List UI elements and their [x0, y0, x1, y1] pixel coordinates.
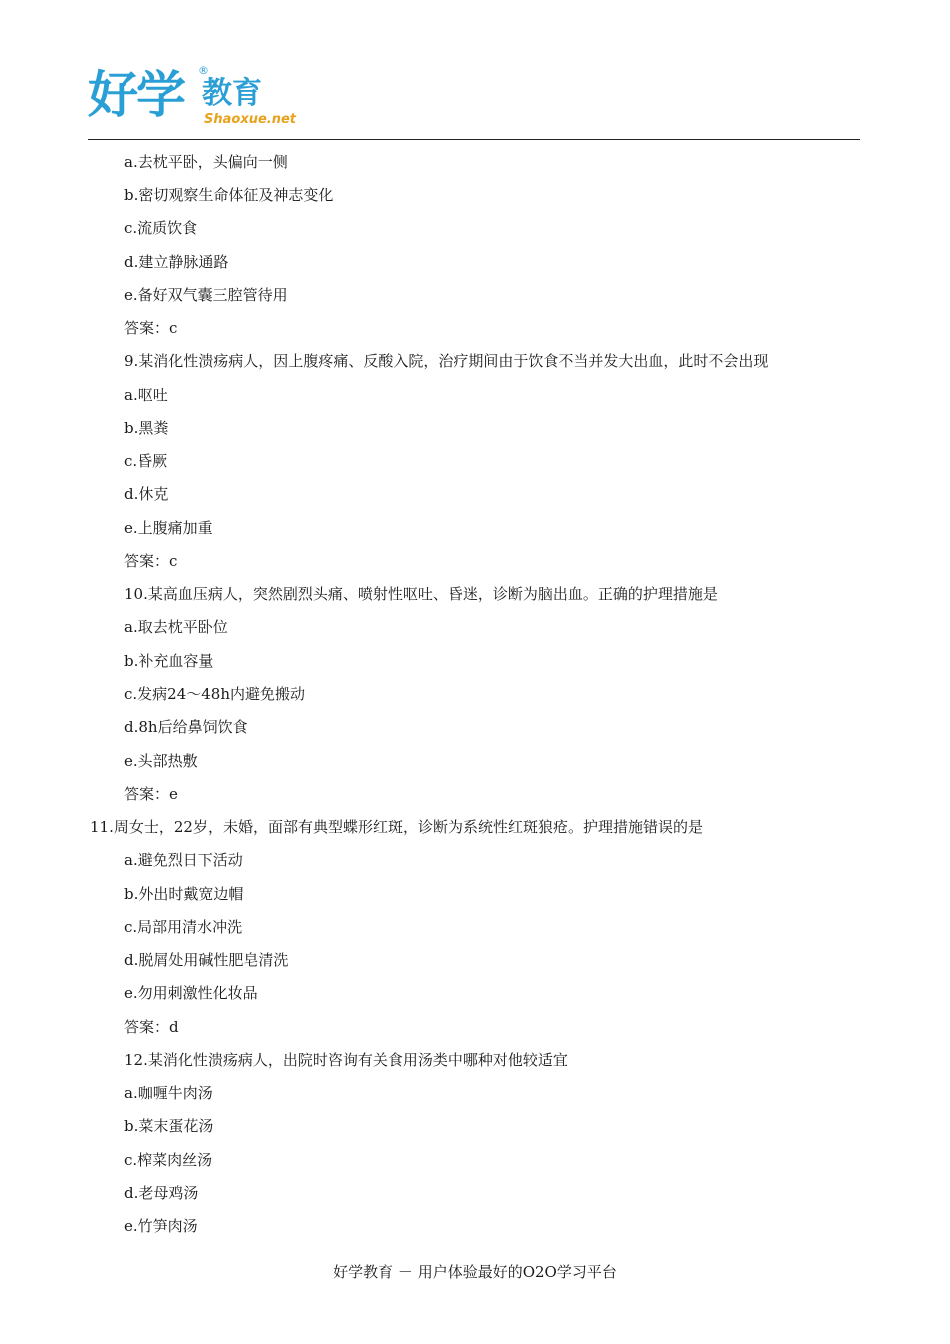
option-line: e.上腹痛加重 — [124, 519, 213, 537]
option-line: d.老母鸡汤 — [124, 1184, 199, 1202]
logo-text: 教育 — [202, 76, 262, 111]
option-line: c.榨菜肉丝汤 — [124, 1151, 213, 1169]
option-line: b.补充血容量 — [124, 652, 214, 670]
option-line: c.局部用清水冲洗 — [124, 918, 243, 936]
answer-line: 答案：c — [124, 552, 178, 570]
option-line: b.黑粪 — [124, 419, 169, 437]
answer-line: 答案：e — [124, 785, 178, 803]
option-line: d.8h后给鼻饲饮食 — [124, 718, 248, 736]
option-line: c.流质饮食 — [124, 219, 198, 237]
option-line: e.头部热敷 — [124, 752, 198, 770]
question-line: 10.某高血压病人，突然剧烈头痛、喷射性呕吐、昏迷，诊断为脑出血。正确的护理措施是 — [124, 585, 718, 603]
answer-line: 答案：c — [124, 319, 178, 337]
logo-domain: Shaoxue.net — [204, 112, 297, 127]
question-line: 11.周女士，22岁，未婚，面部有典型蝶形红斑，诊断为系统性红斑狼疮。护理措施错误的是 — [90, 818, 703, 836]
logo-mark: 好学 — [88, 66, 184, 124]
option-line: b.菜末蛋花汤 — [124, 1117, 214, 1135]
option-line: a.呕吐 — [124, 386, 168, 404]
answer-line: 答案：d — [124, 1018, 179, 1036]
option-line: a.取去枕平卧位 — [124, 618, 228, 636]
option-line: e.勿用刺激性化妆品 — [124, 984, 258, 1002]
option-line: c.发病24～48h内避免搬动 — [124, 685, 306, 703]
header-divider — [88, 139, 860, 140]
page-footer: 好学教育 － 用户体验最好的O2O学习平台 — [333, 1263, 617, 1281]
option-line: a.咖喱牛肉汤 — [124, 1084, 213, 1102]
option-line: d.休克 — [124, 485, 169, 503]
shaoxue-logo — [88, 62, 308, 140]
question-line: 9.某消化性溃疡病人，因上腹疼痛、反酸入院，治疗期间由于饮食不当并发大出血，此时不会出现 — [124, 352, 769, 370]
page-header — [88, 62, 860, 140]
option-line: e.备好双气囊三腔管待用 — [124, 286, 288, 304]
option-line: b.密切观察生命体征及神志变化 — [124, 186, 334, 204]
option-line: d.脱屑处用碱性肥皂清洗 — [124, 951, 289, 969]
option-line: d.建立静脉通路 — [124, 253, 229, 271]
option-line: a.避免烈日下活动 — [124, 851, 243, 869]
option-line: c.昏厥 — [124, 452, 168, 470]
option-line: a.去枕平卧，头偏向一侧 — [124, 153, 288, 171]
registered-mark: ® — [198, 64, 209, 77]
option-line: e.竹笋肉汤 — [124, 1217, 198, 1235]
option-line: b.外出时戴宽边帽 — [124, 885, 244, 903]
question-line: 12.某消化性溃疡病人，出院时咨询有关食用汤类中哪种对他较适宜 — [124, 1051, 568, 1069]
